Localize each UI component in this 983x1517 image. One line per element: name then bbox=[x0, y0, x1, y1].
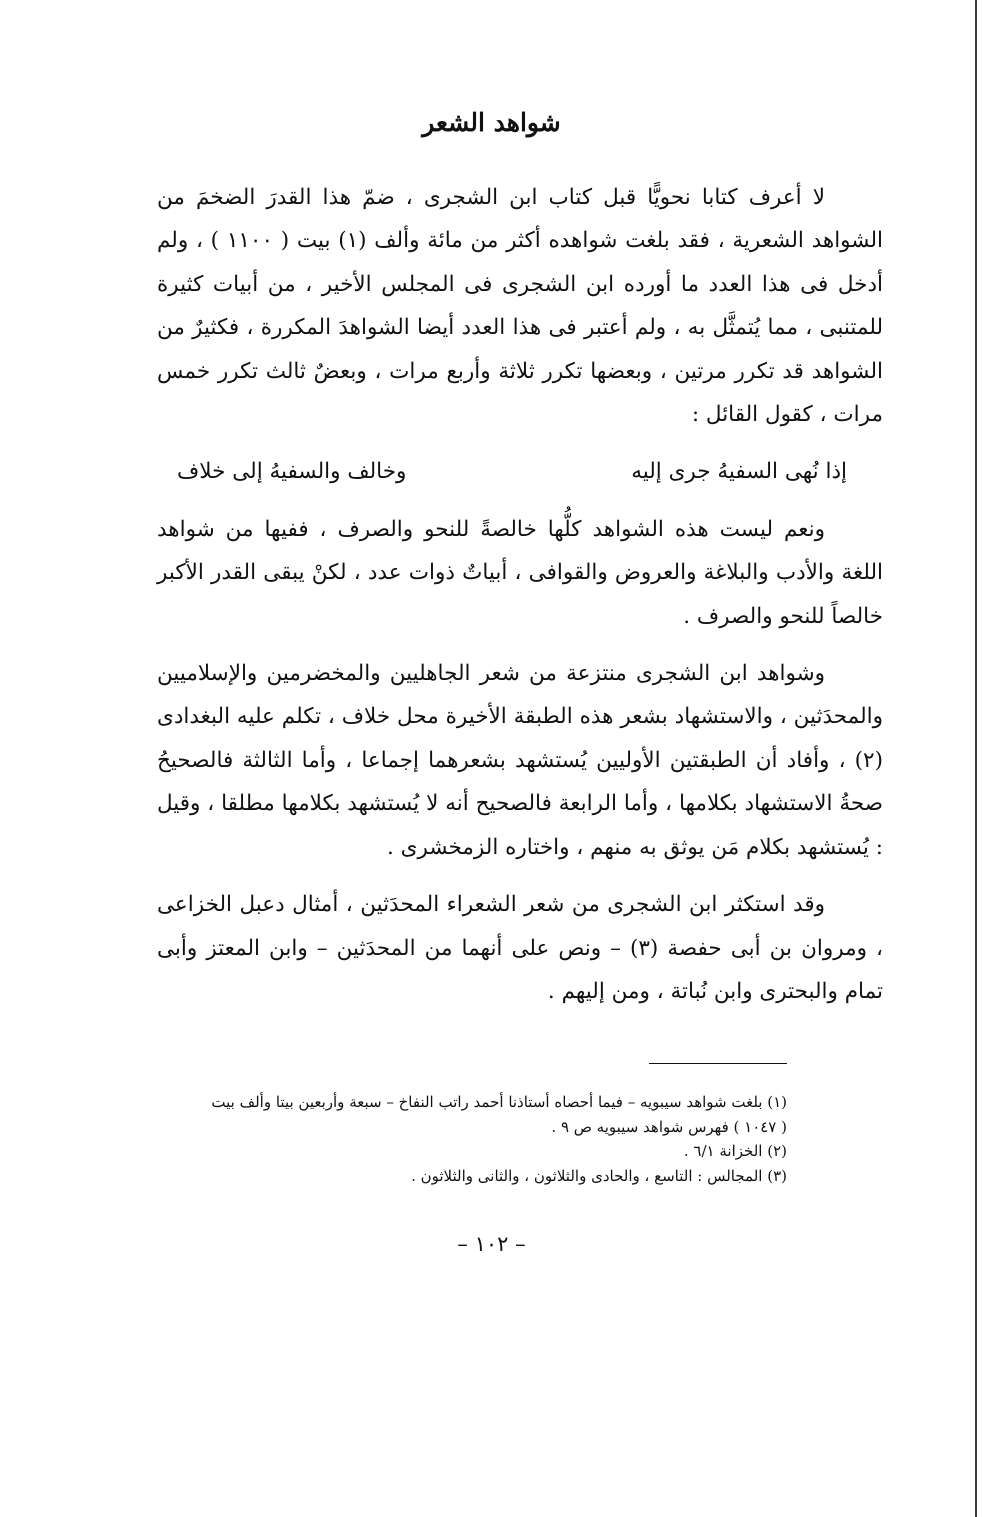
paragraph-2: ونعم ليست هذه الشواهد كلُّها خالصةً للنحو والصرف ، ففيها من شواهد اللغة والأدب والبلاغة والعروض والقوافى ، أبياتٌ ذوات عدد ، لكنْ يبقى القدر الأكبر خالصاً للنحو والصرف . bbox=[157, 516, 883, 629]
verse-second-hemistich: وخالف والسفيهُ إلى خلاف bbox=[177, 459, 407, 485]
footnote-2: (٢) الخزانة ٦/١ . bbox=[683, 1142, 787, 1160]
footnotes bbox=[97, 1090, 787, 1188]
page-number: – ١٠٢ – bbox=[457, 1232, 526, 1256]
body-text bbox=[157, 176, 883, 1027]
verse-first-hemistich: إذا نُهى السفيهُ جرى إليه bbox=[631, 459, 847, 485]
section-title: شواهد الشعر bbox=[422, 108, 561, 137]
footnote-1-continuation: ( ١٠٤٧ ) فهرس شواهد سيبويه ص ٩ . bbox=[551, 1117, 787, 1136]
paragraph-4: وقد استكثر ابن الشجرى من شعر الشعراء المحدَثين ، أمثال دعبل الخزاعى ، ومروان بن أبى حفصة (٣) – ونص على أنهما من المحدَثين – وابن المعتز وأبى تمام والبحترى وابن نُباتة ، ومن إليهم . bbox=[157, 892, 883, 1004]
footnote-separator bbox=[649, 1063, 787, 1064]
page-edge-line bbox=[975, 0, 977, 1517]
footnote-3: (٣) المجالس : التاسع ، والحادى والثلاثون ، والثانى والثلاثون . bbox=[411, 1166, 787, 1185]
footnote-1: (١) بلغت شواهد سيبويه – فيما أحصاه أستاذنا أحمد راتب النفاخ – سبعة وأربعين بيتا وألف بيت bbox=[211, 1093, 787, 1111]
poetry-verse bbox=[157, 450, 883, 493]
paragraph-3: وشواهد ابن الشجرى منتزعة من شعر الجاهليين والمخضرمين والإسلاميين والمحدَثين ، والاستشهاد بشعر هذه الطبقة الأخيرة محل خلاف ، تكلم عليه البغدادى (٢) ، وأفاد أن الطبقتين الأوليين يُستشهد بشعرهما إجماعا ، وأما الثالثة فالصحيحُ صحةُ الاستشهاد بكلامها ، وأما الرابعة فالصحيح أنه لا يُستشهد بكلامها مطلقا ، وقيل : يُستشهد بكلام مَن يوثق به منهم ، واختاره الزمخشرى . bbox=[157, 661, 883, 860]
paragraph-1: لا أعرف كتابا نحويًّا قبل كتاب ابن الشجرى ، ضمّ هذا القدرَ الضخمَ من الشواهد الشعرية ، فقد بلغت شواهده أكثر من مائة وألف (١) بيت ( ١١٠٠ ) ، ولم أدخل فى هذا العدد ما أورده ابن الشجرى فى المجلس الأخير ، من أبيات كثيرة للمتنبى ، مما يُتمثَّل به ، ولم أعتبر فى هذا العدد أيضا الشواهدَ المكررة ، فكثيرٌ من الشواهد قد تكرر مرتين ، وبعضها تكرر ثلاثة وأربع مرات ، وبعضٌ ثالث تكرر خمس مرات ، كقول القائل : bbox=[157, 185, 883, 428]
